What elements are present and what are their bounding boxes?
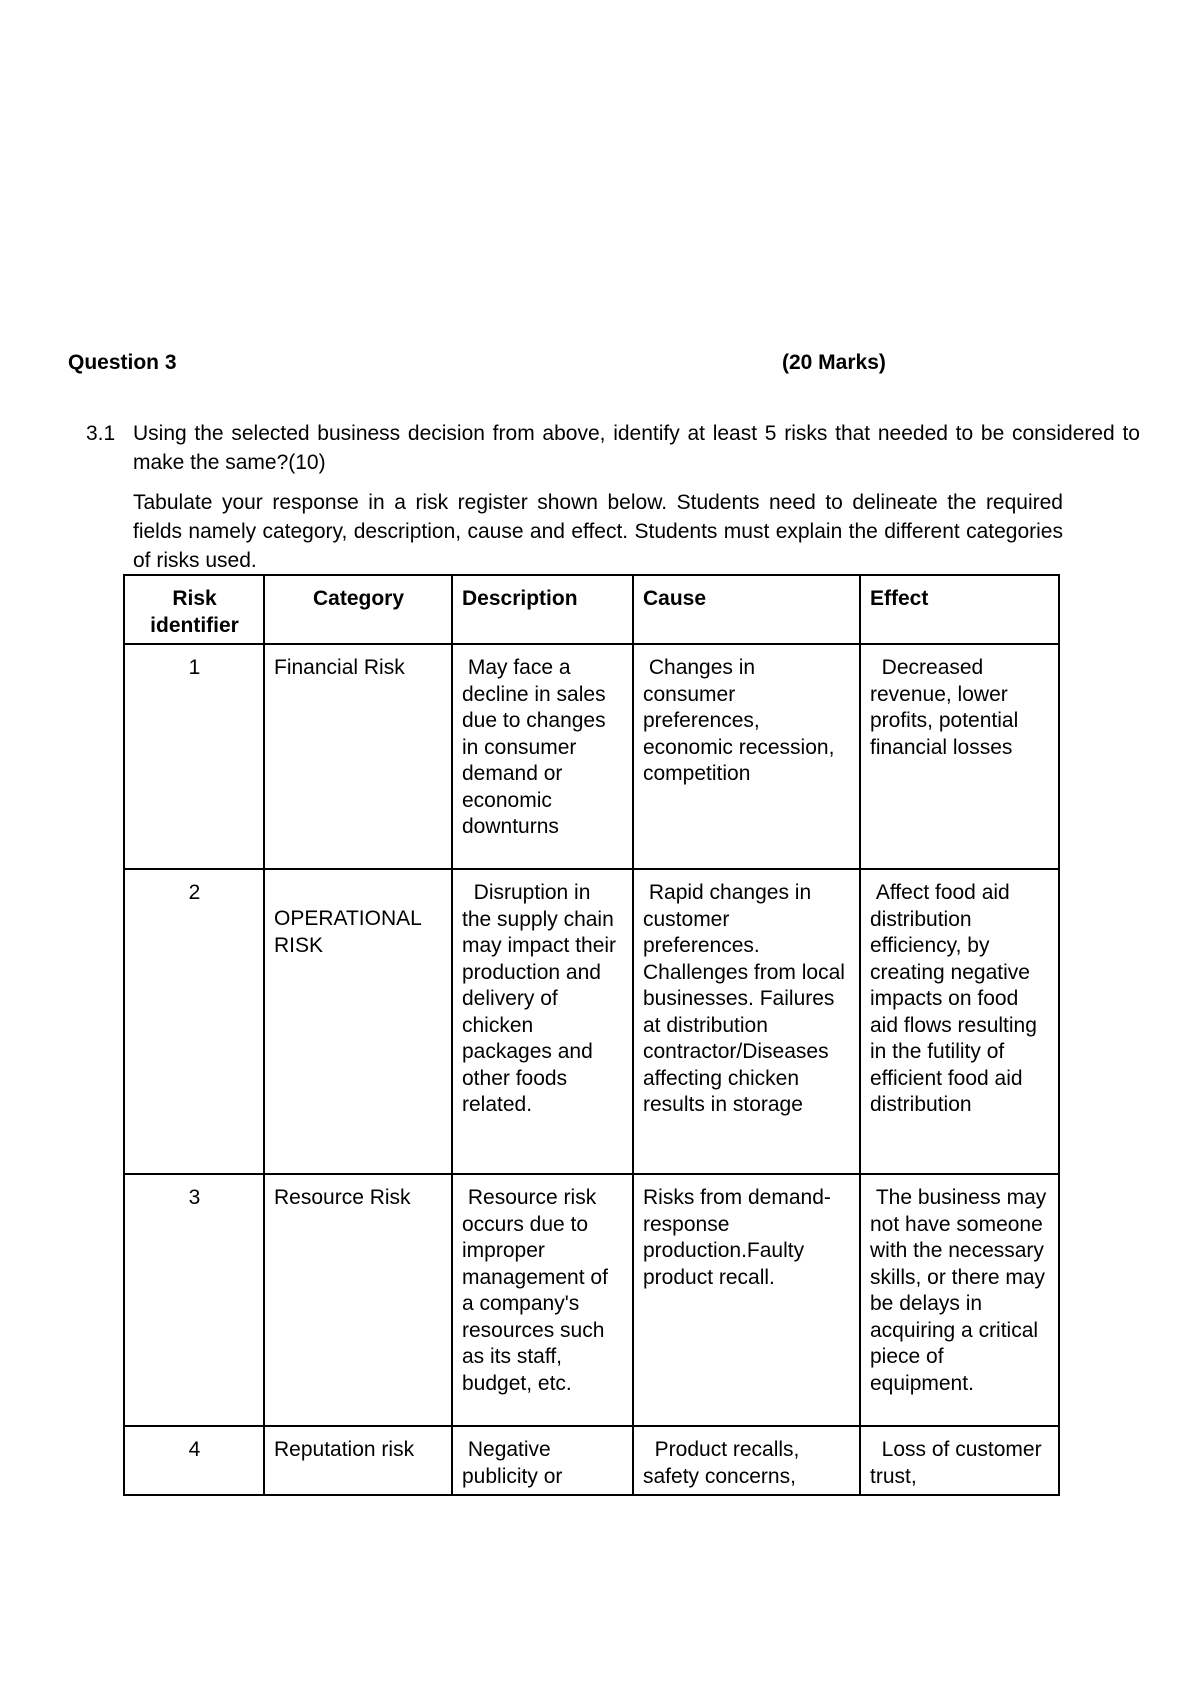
table-row xyxy=(124,869,1059,1174)
table-row xyxy=(124,1174,1059,1426)
question-marks: (20 Marks) xyxy=(782,351,886,374)
question-item xyxy=(86,419,1140,477)
effect-cell: The business may not have someone with the necessary skills, or there may be delays in acquiring a critical piece of equipment. xyxy=(860,1174,1059,1426)
category-cell: Financial Risk xyxy=(264,644,452,869)
description-cell: Negative publicity or xyxy=(452,1426,633,1495)
effect-cell: Decreased revenue, lower profits, potential financial losses xyxy=(860,644,1059,869)
header-cause: Cause xyxy=(633,575,860,644)
description-cell: Disruption in the supply chain may impact their production and delivery of chicken packages and other foods related. xyxy=(452,869,633,1174)
category-cell: Resource Risk xyxy=(264,1174,452,1426)
cause-cell: Rapid changes in customer preferences. Challenges from local businesses. Failures at distribution contractor/Diseases affecting chicken results in storage xyxy=(633,869,860,1174)
risk-register-table xyxy=(123,574,1060,1496)
question-item-number: 3.1 xyxy=(86,422,116,445)
effect-cell: Affect food aid distribution efficiency, by creating negative impacts on food aid flows resulting in the futility of efficient food aid distribution xyxy=(860,869,1059,1174)
cause-cell: Changes in consumer preferences, economic recession, competition xyxy=(633,644,860,869)
table-row xyxy=(124,1426,1059,1495)
question-header xyxy=(68,351,904,375)
effect-cell: Loss of customer trust, xyxy=(860,1426,1059,1495)
question-title: Question 3 xyxy=(68,351,177,374)
header-risk-identifier: Risk identifier xyxy=(124,575,264,644)
table-row xyxy=(124,644,1059,869)
table-header-row xyxy=(124,575,1059,644)
category-text: OPERATIONAL RISK xyxy=(274,907,422,957)
question-item-text: Using the selected business decision from above, identify at least 5 risks that needed to be considered to make the same?(10) xyxy=(133,422,1140,474)
risk-id-cell: 4 xyxy=(124,1426,264,1495)
question-instructions: Tabulate your response in a risk register shown below. Students need to delineate the required fields namely category, description, cause and effect. Students must explain the different categories of risks used. xyxy=(133,491,1063,572)
category-cell: Reputation risk xyxy=(264,1426,452,1495)
risk-id-cell: 1 xyxy=(124,644,264,869)
risk-id-cell: 2 xyxy=(124,869,264,1174)
header-category: Category xyxy=(264,575,452,644)
risk-id-cell: 3 xyxy=(124,1174,264,1426)
category-cell xyxy=(264,869,452,1174)
header-effect: Effect xyxy=(860,575,1059,644)
description-cell: May face a decline in sales due to changes in consumer demand or economic downturns xyxy=(452,644,633,869)
description-cell: Resource risk occurs due to improper management of a company's resources such as its staff, budget, etc. xyxy=(452,1174,633,1426)
header-description: Description xyxy=(452,575,633,644)
cause-cell: Risks from demand-response production.Faulty product recall. xyxy=(633,1174,860,1426)
cause-cell: Product recalls, safety concerns, xyxy=(633,1426,860,1495)
